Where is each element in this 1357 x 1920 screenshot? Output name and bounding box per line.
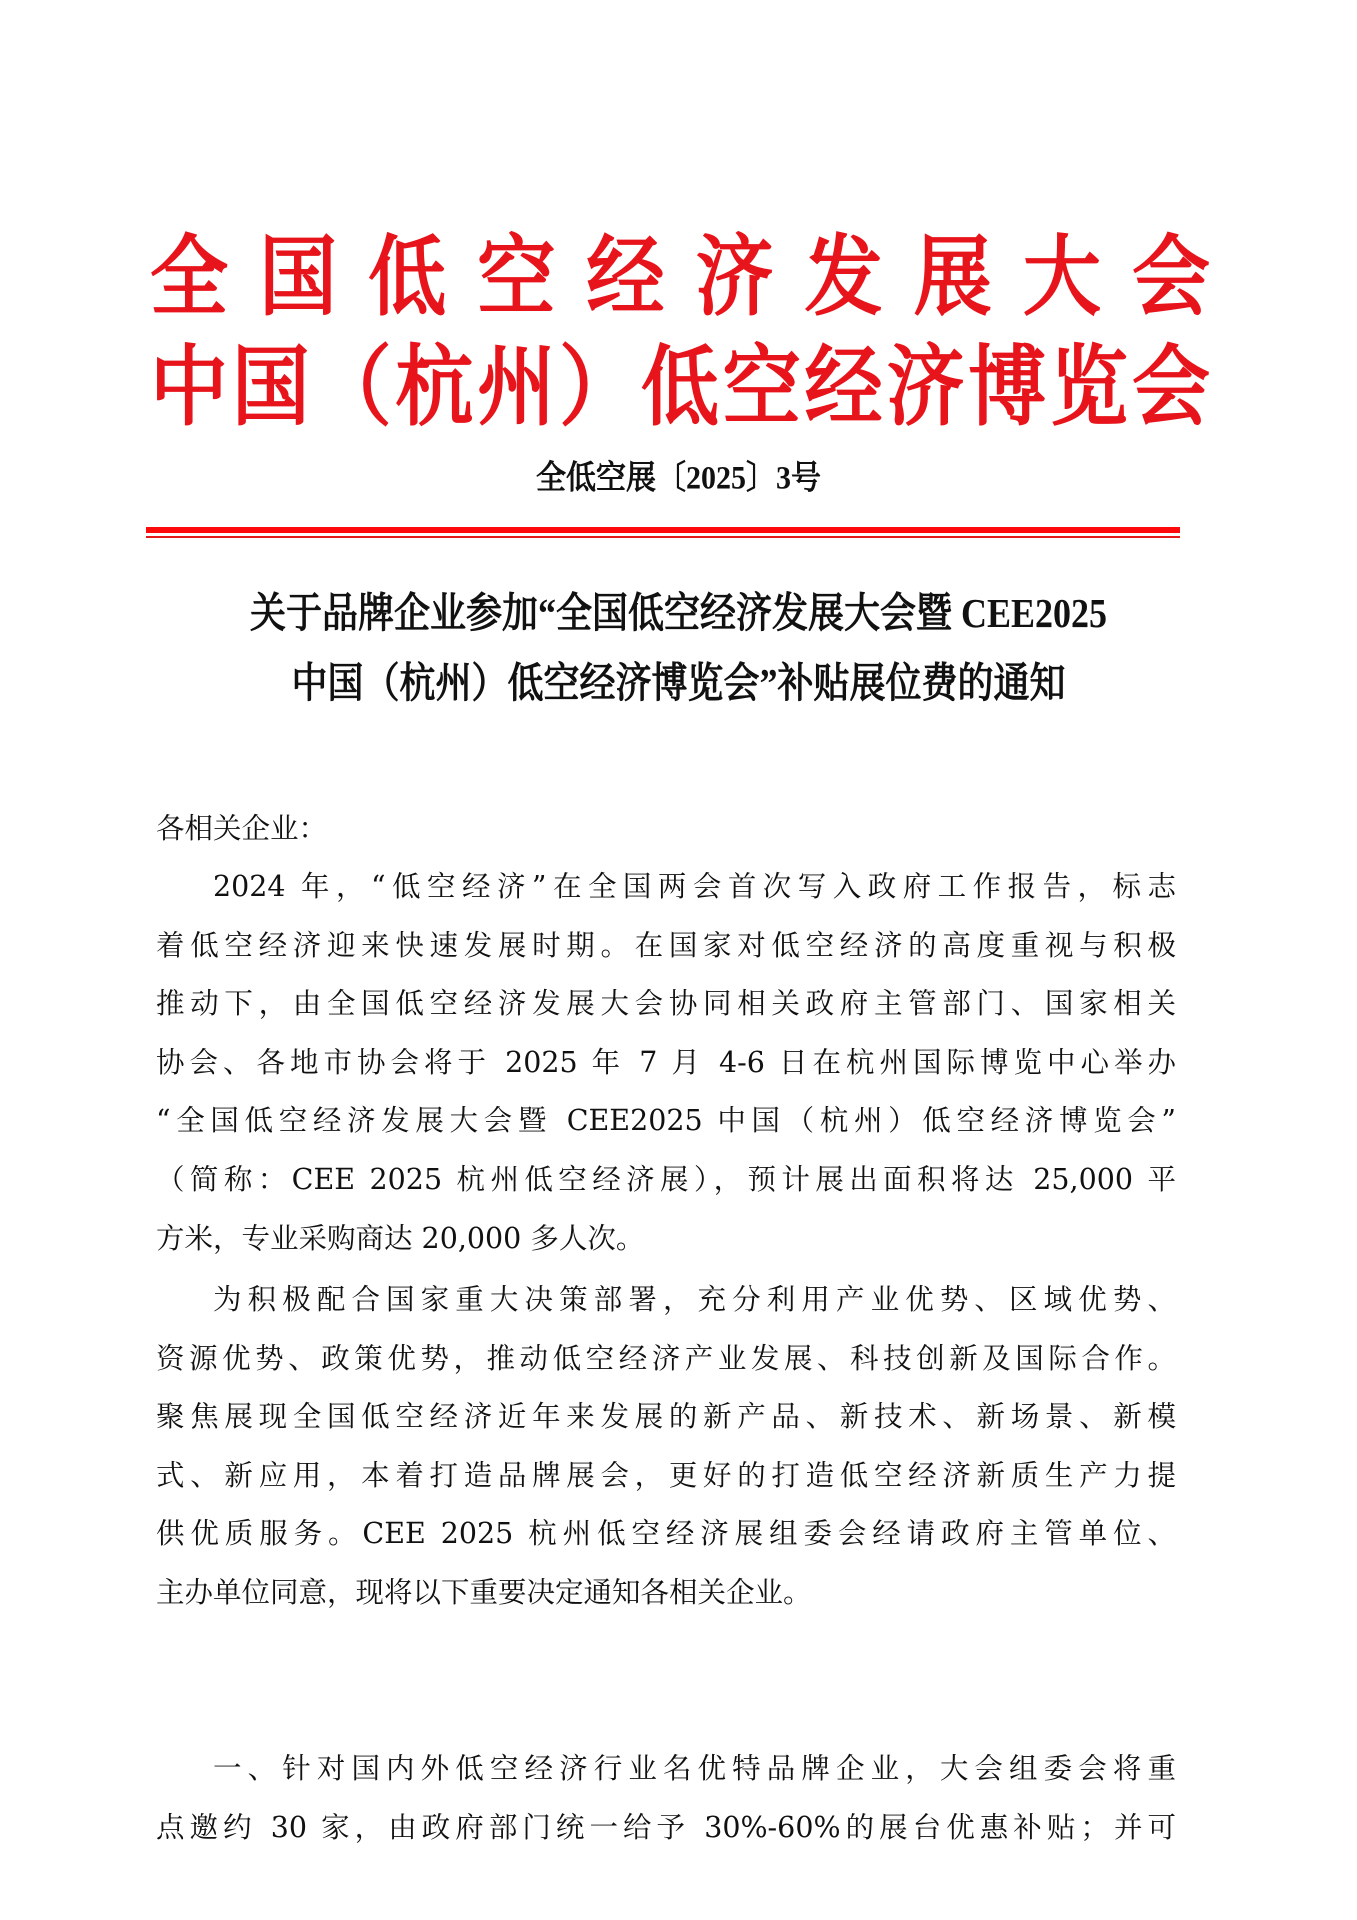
paragraph-line: 2024 年，“低空经济”在全国两会首次写入政府工作报告，标志 bbox=[213, 870, 1176, 903]
red-divider-thick bbox=[146, 527, 1180, 533]
masthead-char: 展 bbox=[913, 226, 992, 329]
masthead-char: 空 bbox=[477, 226, 556, 329]
salutation bbox=[156, 800, 1176, 859]
masthead-char: 低 bbox=[368, 226, 447, 329]
paragraph-line: 着低空经济迎来快速发展时期。在国家对低空经济的高度重视与积极 bbox=[156, 928, 1176, 962]
masthead-line-1 bbox=[150, 222, 1210, 334]
paragraph-line: “全国低空经济发展大会暨 CEE2025 中国（杭州）低空经济博览会” bbox=[156, 1104, 1176, 1138]
masthead-char: 会 bbox=[1131, 226, 1210, 329]
paragraph-line: 资源优势、政策优势，推动低空经济产业发展、科技创新及国际合作。 bbox=[156, 1341, 1176, 1375]
masthead-line-2 bbox=[150, 332, 1210, 444]
masthead-char: （ bbox=[313, 336, 392, 439]
masthead-char: 低 bbox=[640, 336, 719, 439]
masthead-char: 博 bbox=[968, 336, 1047, 439]
masthead-char: 览 bbox=[1050, 336, 1129, 439]
paragraph-line: 主办单位同意，现将以下重要决定通知各相关企业。 bbox=[156, 1575, 812, 1609]
paragraph-line: 供优质服务。CEE 2025 杭州低空经济展组委会经请政府主管单位、 bbox=[156, 1517, 1176, 1551]
masthead-char: 会 bbox=[1131, 336, 1210, 439]
masthead-char: 中 bbox=[150, 336, 229, 439]
paragraph-3 bbox=[156, 1740, 1176, 1857]
masthead-char: 经 bbox=[586, 226, 665, 329]
paragraph-1 bbox=[156, 858, 1176, 1268]
paragraph-line: （简称：CEE 2025 杭州低空经济展），预计展出面积将达 25,000 平 bbox=[156, 1162, 1176, 1196]
masthead-char: 空 bbox=[722, 336, 801, 439]
notice-title-line-2: 中国（杭州）低空经济博览会”补贴展位费的通知 bbox=[291, 660, 1066, 706]
masthead-char: 国 bbox=[259, 226, 338, 329]
masthead-char: 经 bbox=[804, 336, 883, 439]
masthead-char: 全 bbox=[150, 226, 229, 329]
notice-title-line-1: 关于品牌企业参加“全国低空经济发展大会暨 CEE2025 bbox=[249, 590, 1108, 636]
red-divider-thin bbox=[146, 536, 1180, 538]
paragraph-2 bbox=[156, 1271, 1176, 1623]
document-number: 全低空展〔2025〕3号 bbox=[536, 459, 821, 496]
masthead-char: 济 bbox=[886, 336, 965, 439]
masthead-char: 州 bbox=[477, 336, 556, 439]
paragraph-line: 一、针对国内外低空经济行业名优特品牌企业，大会组委会将重 bbox=[213, 1752, 1176, 1785]
paragraph-line: 为积极配合国家重大决策部署，充分利用产业优势、区域优势、 bbox=[213, 1283, 1176, 1316]
paragraph-line: 方米，专业采购商达 20,000 多人次。 bbox=[156, 1221, 645, 1255]
masthead-char: 大 bbox=[1022, 226, 1101, 329]
masthead-char: 国 bbox=[231, 336, 310, 439]
masthead-char: 杭 bbox=[395, 336, 474, 439]
paragraph-line: 协会、各地市协会将于 2025 年 7 月 4-6 日在杭州国际博览中心举办 bbox=[156, 1045, 1176, 1079]
paragraph-line: 式、新应用，本着打造品牌展会，更好的打造低空经济新质生产力提 bbox=[156, 1458, 1176, 1492]
paragraph-line: 点邀约 30 家，由政府部门统一给予 30%-60%的展台优惠补贴；并可 bbox=[156, 1810, 1176, 1844]
paragraph-line: 推动下，由全国低空经济发展大会协同相关政府主管部门、国家相关 bbox=[156, 987, 1176, 1021]
paragraph-line: 聚焦展现全国低空经济近年来发展的新产品、新技术、新场景、新模 bbox=[156, 1400, 1176, 1434]
masthead-char: ） bbox=[559, 336, 638, 439]
masthead-char: 发 bbox=[804, 226, 883, 329]
masthead-char: 济 bbox=[695, 226, 774, 329]
salutation-text: 各相关企业： bbox=[156, 812, 328, 845]
